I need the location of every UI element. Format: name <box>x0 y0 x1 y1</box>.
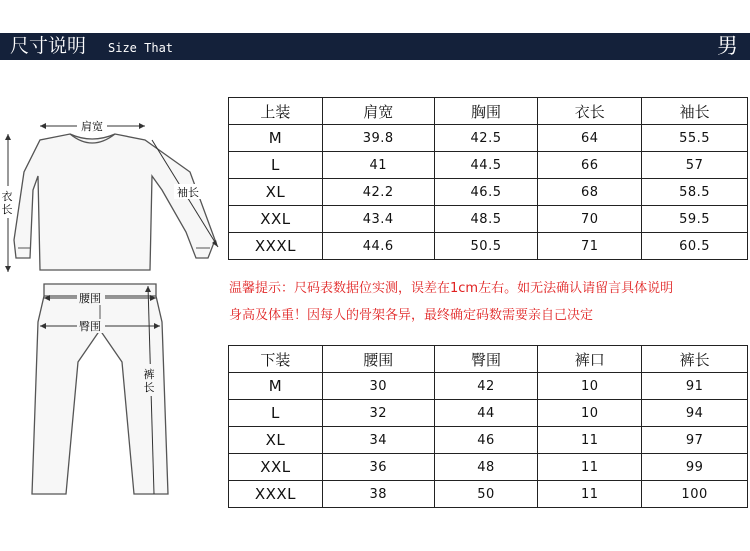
table-header-cell: 下装 <box>229 346 323 373</box>
table-header-cell: 臀围 <box>434 346 538 373</box>
table-header-cell: 裤口 <box>538 346 642 373</box>
table-cell: 100 <box>642 481 748 508</box>
table-cell: 34 <box>322 427 434 454</box>
table-cell: 59.5 <box>642 206 748 233</box>
pants-diagram <box>30 282 180 502</box>
table-cell: 91 <box>642 373 748 400</box>
table-cell: 68 <box>538 179 642 206</box>
table-cell: 38 <box>322 481 434 508</box>
top-size-table <box>228 97 748 260</box>
table-row <box>229 152 748 179</box>
table-cell: 39.8 <box>322 125 434 152</box>
table-row <box>229 481 748 508</box>
table-cell: 50.5 <box>434 233 538 260</box>
table-cell: 71 <box>538 233 642 260</box>
table-cell: 99 <box>642 454 748 481</box>
table-header-cell: 裤长 <box>642 346 748 373</box>
hip-label: 臀围 <box>79 320 101 333</box>
table-header-cell: 袖长 <box>642 98 748 125</box>
table-row <box>229 373 748 400</box>
table-cell: 55.5 <box>642 125 748 152</box>
size-cell: L <box>229 152 323 179</box>
table-cell: 41 <box>322 152 434 179</box>
size-note-line-2: 身高及体重！因每人的骨架各异，最终确定码数需要亲自己决定 <box>229 308 594 323</box>
table-row <box>229 233 748 260</box>
table-cell: 97 <box>642 427 748 454</box>
table-cell: 94 <box>642 400 748 427</box>
table-cell: 48 <box>434 454 538 481</box>
size-cell: XXL <box>229 454 323 481</box>
table-row <box>229 427 748 454</box>
table-cell: 44 <box>434 400 538 427</box>
table-cell: 50 <box>434 481 538 508</box>
pants-length-label-2: 长 <box>143 381 155 394</box>
table-cell: 10 <box>538 373 642 400</box>
size-note-line-1: 温馨提示：尺码表数据位实测，误差在1cm左右。如无法确认请留言具体说明 <box>229 281 674 296</box>
table-cell: 36 <box>322 454 434 481</box>
header-subtitle: Size That <box>108 41 174 55</box>
shirt-illustration <box>0 112 225 282</box>
size-cell: XXXL <box>229 233 323 260</box>
table-cell: 46 <box>434 427 538 454</box>
size-cell: L <box>229 400 323 427</box>
table-header-cell: 胸围 <box>434 98 538 125</box>
table-cell: 11 <box>538 481 642 508</box>
body-length-label-2: 长 <box>1 203 13 216</box>
shoulder-label: 肩宽 <box>81 120 103 133</box>
table-cell: 66 <box>538 152 642 179</box>
table-cell: 30 <box>322 373 434 400</box>
table-cell: 32 <box>322 400 434 427</box>
pants-illustration <box>30 282 180 502</box>
table-header-cell: 肩宽 <box>322 98 434 125</box>
size-cell: M <box>229 373 323 400</box>
body-length-label-1: 衣 <box>1 190 13 203</box>
table-row <box>229 125 748 152</box>
size-cell: XXXL <box>229 481 323 508</box>
table-cell: 42.5 <box>434 125 538 152</box>
waist-label: 腰围 <box>79 292 101 305</box>
table-header-cell: 衣长 <box>538 98 642 125</box>
table-row <box>229 400 748 427</box>
table-cell: 10 <box>538 400 642 427</box>
table-row <box>229 206 748 233</box>
table-row <box>229 179 748 206</box>
size-cell: M <box>229 125 323 152</box>
table-cell: 11 <box>538 454 642 481</box>
table-cell: 44.6 <box>322 233 434 260</box>
header-bar <box>0 33 750 60</box>
table-cell: 48.5 <box>434 206 538 233</box>
size-cell: XXL <box>229 206 323 233</box>
table-cell: 70 <box>538 206 642 233</box>
table-cell: 42.2 <box>322 179 434 206</box>
sleeve-label: 袖长 <box>177 186 199 199</box>
table-cell: 57 <box>642 152 748 179</box>
table-cell: 44.5 <box>434 152 538 179</box>
table-cell: 46.5 <box>434 179 538 206</box>
table-header-row <box>229 98 748 125</box>
table-cell: 43.4 <box>322 206 434 233</box>
table-cell: 64 <box>538 125 642 152</box>
table-header-row <box>229 346 748 373</box>
table-cell: 11 <box>538 427 642 454</box>
bottom-size-table <box>228 345 748 508</box>
table-cell: 60.5 <box>642 233 748 260</box>
table-header-cell: 上装 <box>229 98 323 125</box>
gender-label: 男 <box>717 34 738 58</box>
table-row <box>229 454 748 481</box>
pants-length-label-1: 裤 <box>143 368 155 381</box>
size-cell: XL <box>229 179 323 206</box>
table-header-cell: 腰围 <box>322 346 434 373</box>
table-cell: 58.5 <box>642 179 748 206</box>
header-title: 尺寸说明 <box>10 35 87 57</box>
table-cell: 42 <box>434 373 538 400</box>
shirt-diagram <box>0 112 225 282</box>
size-cell: XL <box>229 427 323 454</box>
